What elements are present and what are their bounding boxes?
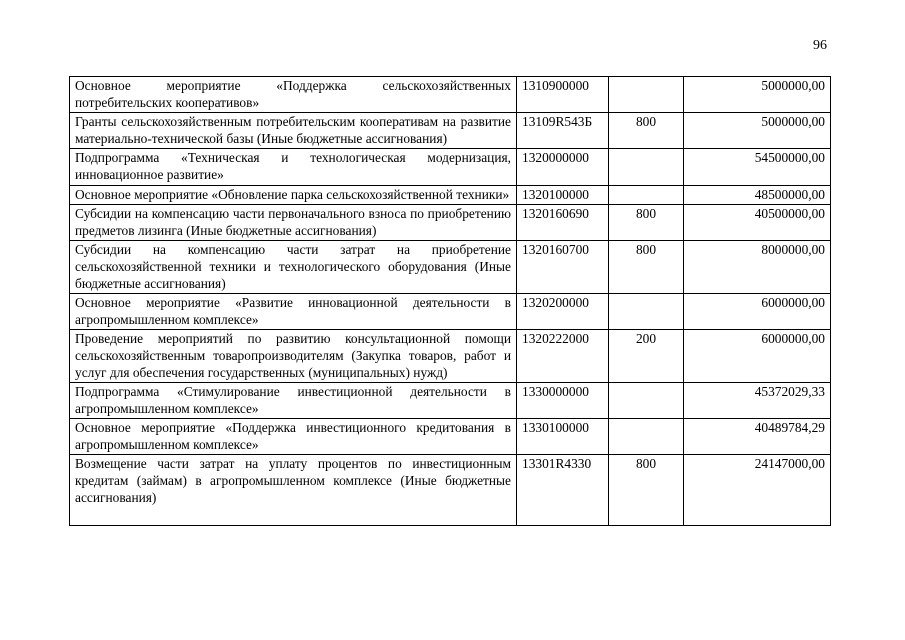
row-name: Основное мероприятие «Поддержка сельскохозяйственных потребительских кооперативов» — [70, 77, 517, 113]
row-code: 13109R543Б — [517, 113, 609, 149]
row-code: 1320160700 — [517, 241, 609, 294]
row-code: 13301R4330 — [517, 455, 609, 526]
table-row — [70, 205, 831, 241]
row-name: Основное мероприятие «Развитие инновационной деятельности в агропромышленном комплексе» — [70, 294, 517, 330]
row-sum: 40489784,29 — [684, 419, 831, 455]
row-code: 1330000000 — [517, 383, 609, 419]
row-code: 1320200000 — [517, 294, 609, 330]
row-sum: 24147000,00 — [684, 455, 831, 526]
row-code: 1330100000 — [517, 419, 609, 455]
table-row — [70, 383, 831, 419]
table-row — [70, 419, 831, 455]
page-number: 96 — [813, 38, 827, 53]
row-sum: 5000000,00 — [684, 77, 831, 113]
row-sum: 5000000,00 — [684, 113, 831, 149]
row-expense-type: 800 — [609, 455, 684, 526]
row-name: Подпрограмма «Стимулирование инвестиционной деятельности в агропромышленном комплексе» — [70, 383, 517, 419]
row-expense-type — [609, 383, 684, 419]
table-row — [70, 185, 831, 205]
row-sum: 40500000,00 — [684, 205, 831, 241]
row-code: 1310900000 — [517, 77, 609, 113]
row-code: 1320222000 — [517, 330, 609, 383]
row-expense-type — [609, 185, 684, 205]
row-sum: 6000000,00 — [684, 330, 831, 383]
table-row — [70, 113, 831, 149]
row-expense-type — [609, 294, 684, 330]
row-sum: 6000000,00 — [684, 294, 831, 330]
row-name: Основное мероприятие «Поддержка инвестиционного кредитования в агропромышленном комплексе» — [70, 419, 517, 455]
row-sum: 45372029,33 — [684, 383, 831, 419]
table-row — [70, 241, 831, 294]
row-expense-type: 800 — [609, 205, 684, 241]
table-row — [70, 330, 831, 383]
row-expense-type: 800 — [609, 113, 684, 149]
row-expense-type — [609, 149, 684, 185]
row-expense-type: 200 — [609, 330, 684, 383]
row-expense-type — [609, 419, 684, 455]
row-name: Возмещение части затрат на уплату процентов по инвестиционным кредитам (займам) в агропромышленном комплексе (Иные бюджетные ассигнования) — [70, 455, 517, 526]
row-expense-type — [609, 77, 684, 113]
table-row — [70, 455, 831, 526]
row-name: Основное мероприятие «Обновление парка сельскохозяйственной техники» — [70, 185, 517, 205]
row-expense-type: 800 — [609, 241, 684, 294]
table-row — [70, 149, 831, 185]
row-name: Субсидии на компенсацию части затрат на приобретение сельскохозяйственной техники и технологического оборудования (Иные бюджетные ассигнования) — [70, 241, 517, 294]
row-code: 1320100000 — [517, 185, 609, 205]
row-code: 1320160690 — [517, 205, 609, 241]
row-name: Гранты сельскохозяйственным потребительским кооперативам на развитие материально-технической базы (Иные бюджетные ассигнования) — [70, 113, 517, 149]
row-sum: 48500000,00 — [684, 185, 831, 205]
row-code: 1320000000 — [517, 149, 609, 185]
row-name: Субсидии на компенсацию части первоначального взноса по приобретению предметов лизинга (Иные бюджетные ассигнования) — [70, 205, 517, 241]
row-name: Проведение мероприятий по развитию консультационной помощи сельскохозяйственным товаропроизводителям (Закупка товаров, работ и услуг для обеспечения государственных (муниципальных) нужд) — [70, 330, 517, 383]
table-row — [70, 294, 831, 330]
row-sum: 54500000,00 — [684, 149, 831, 185]
row-sum: 8000000,00 — [684, 241, 831, 294]
table-row — [70, 77, 831, 113]
row-name: Подпрограмма «Техническая и технологическая модернизация, инновационное развитие» — [70, 149, 517, 185]
budget-table — [69, 76, 831, 526]
